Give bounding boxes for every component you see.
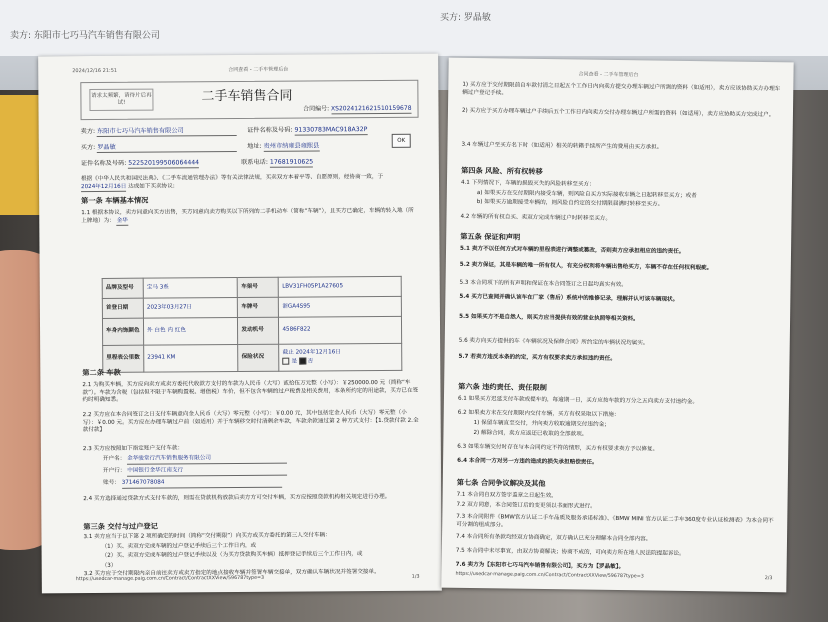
clause-5-1: 5.1 卖方不以任何方式对车辆的里程表进行调整或篡改，否则卖方应承担相应的违约责任。 bbox=[460, 245, 685, 255]
title-box bbox=[80, 80, 418, 120]
clause-6-2-2: 2) 解除合同，卖方应返还已收取的全部款项。 bbox=[473, 429, 588, 438]
footer-page: 2/3 bbox=[764, 575, 773, 581]
table-row: 车身内饰颜色 外 白色 内 红色 发动机号 4586F822 bbox=[102, 316, 401, 345]
section-1-text: 1.1 根据本协议，卖方同意向买方出售，买方同意向卖方购买以下所列的二手机动车（简称“车辆”），且买方已确定，车辆的转入地（所上牌地）为： 金华 bbox=[81, 208, 417, 226]
seller-row: 卖方: 东阳市七巧马汽车销售有限公司 证件名称及号码: 91330783MAC918A32P bbox=[81, 126, 368, 137]
clause-2-1: 2.1 为购买车辆，买方应向卖方或卖方委托代收款方支付的车款为人民币（大写）贰拾伍万元整（小写）：￥250000.00 元（简称“车款”）。车款为含税（包括但不限于车辆购置税、增值税）车价，但不包含车辆的过户税费及相关费用，本条所约定的用途款，买方已在签约时明确知悉。 bbox=[82, 379, 419, 404]
intro-paragraph: 根据《中华人民共和国民法典》、《二手车流通管理办法》等有关法律法规，买卖双方本着平等、自愿原则，经协商一致，于 2024年12月16日 达成如下买卖协议: bbox=[81, 174, 417, 192]
section-5-heading: 第五条 保证和声明 bbox=[460, 231, 521, 242]
ok-button[interactable]: OK bbox=[392, 134, 411, 148]
clause-7-4: 7.4 本合同所有条款均经双方协商确定，双方确认已充分理解本合同全部内容。 bbox=[455, 533, 652, 543]
clause-7-1: 7.1 本合同自双方签字盖章之日起生效。 bbox=[456, 491, 557, 500]
section-7-heading: 第七条 合同争议解决及其他 bbox=[456, 477, 546, 489]
table-row: 里程表公里数 23941 KM 保险状况 截止 2024年12月16日 是 否 bbox=[103, 343, 402, 372]
clause-2-2: 2.2 买方应在本合同签订之日支付车辆意向金人民币（大写）零元整（小写）：￥0.00 元，其中包括定金人民币（大写）零元整（小写）：￥0.00 元。买方应在办理车辆过户前（如适用）并于车辆移交时付清剩余车款，车款余款通过第 2 种方式支付：【1.贷款付款 2.全款付款】 bbox=[82, 409, 419, 434]
clause-5-7: 5.7 若卖方违反本条的约定，买方有权要求卖方承担违约责任。 bbox=[458, 353, 616, 362]
footer-url: https://usedcar-manage.paig.com.cn/Contract/ContractXXView/596787type=3 bbox=[455, 571, 644, 579]
clause-2-3: 2.3 买方应按照如下指定账户支付车款： bbox=[82, 445, 184, 453]
contract-title: 二手车销售合同 bbox=[201, 88, 293, 105]
print-timestamp: 2024/12/16 21:51 bbox=[72, 67, 118, 75]
screen-buyer-line: 买方: 罗晶敏 bbox=[440, 13, 491, 23]
buyer-id-row: 证件名称及号码: 522520199506064444 联系电话: 17681910625 bbox=[81, 158, 313, 169]
clause-3-1: 3.1 卖方应当于以下第 2 项所确定的时间（简称“交付期限”）向买方或买方委托的第三人交付车辆： bbox=[83, 532, 331, 541]
section-6-heading: 第六条 违约责任、责任限制 bbox=[458, 381, 547, 393]
section-3-heading: 第三条 交付与过户登记 bbox=[83, 521, 158, 532]
contract-page-1 bbox=[38, 54, 442, 594]
screen-seller-line: 卖方: 东阳市七巧马汽车销售有限公司 bbox=[10, 31, 160, 41]
buyer-phone: 17681910625 bbox=[270, 158, 313, 168]
section-2-heading: 第二条 车款 bbox=[82, 367, 121, 378]
buyer-row: 买方: 罗晶敏 地址: 贵州市纳雍县雍熙县 bbox=[81, 142, 320, 153]
contract-page-2 bbox=[441, 58, 793, 593]
buyer-address: 贵州市纳雍县雍熙县 bbox=[264, 142, 320, 152]
clause-4-1: 4.1 下列情况下，车辆的损毁灭失的风险转移至买方： bbox=[460, 179, 595, 188]
footer-page: 1/3 bbox=[411, 574, 420, 580]
section-1-heading: 第一条 车辆基本情况 bbox=[81, 195, 149, 206]
seller-id: 91330783MAC918A32P bbox=[294, 126, 367, 136]
bank-row: 开户行： 中国银行金华江南支行 bbox=[103, 466, 439, 477]
rate-limit-notice: 请求太频繁，请待片后再试! bbox=[89, 89, 153, 111]
clause-5-4: 5.4 买方已查阅并确认该车在厂家（售后）系统中的维修记录，理解并认可该车辆现状。 bbox=[459, 293, 679, 303]
insurance-yes-checkbox[interactable] bbox=[283, 357, 290, 364]
buyer-id: 522520199506064444 bbox=[128, 159, 199, 169]
table-row: 首登日期 2023年03月27日 车牌号 浙GA4S95 bbox=[102, 296, 401, 318]
sticky-note bbox=[0, 95, 40, 215]
account-name-row: 开户名： 金华骏堂行汽车销售服务有限公司 bbox=[103, 454, 439, 465]
account-number-row: 账号： 371467078084 bbox=[103, 478, 439, 489]
print-header-title: 合同查看 - 二手车管理后台 bbox=[578, 71, 639, 79]
footer-url: https://usedcar-manage.paig.com.cn/Contract/ContractXXView/596787type=3 bbox=[75, 575, 265, 582]
buyer-name: 罗晶敏 bbox=[97, 143, 237, 153]
section-4-heading: 第四条 风险、所有权转移 bbox=[461, 165, 543, 176]
clause-4-2: 4.2 车辆的所有权自买、卖双方完成车辆过户时转移至买方。 bbox=[460, 213, 612, 222]
clause-4-1-b: b) 如果买方逾期接受车辆的，则风险自约定的交付期限届满时转移至买方。 bbox=[476, 199, 664, 208]
clause-6-3: 6.3 如果车辆交付时存在与本合同约定不符的情形，买方有权要求卖方予以修复。 bbox=[457, 443, 659, 453]
clause-3-3-1: 1) 买方应于交付期限前自车款付清之日起五个工作日内向卖方提交办理车辆过户所需的资料（如适用），卖方应该协助买方办理车辆过户登记手续。 bbox=[462, 81, 781, 96]
table-row: 品牌及型号 宝马 3系 车架号 LBV31FH05P1A27605 bbox=[102, 276, 401, 298]
insurance-no-checkbox[interactable] bbox=[299, 357, 306, 364]
clause-4-1-a: a) 如果买方在交付期限内接受车辆，则风险自买方实际接收车辆之日起转移至买方；或者 bbox=[476, 190, 697, 200]
seller-name: 东阳市七巧马汽车销售有限公司 bbox=[97, 127, 237, 137]
clause-3-2: 3.2 买方应于交付期限内亲自前往卖方或卖方指定的地点接收车辆并签署车辆交接单，双方确认车辆状况并签署交接单。 bbox=[83, 569, 380, 578]
clause-5-2: 5.2 卖方保证，其是车辆的唯一所有权人，有充分权利将车辆出售给买方，车辆不存在任何权利瑕疵。 bbox=[459, 261, 713, 272]
clause-5-5: 5.5 如果买方不是自然人，则买方应当提供有效的营业执照等相关资料。 bbox=[459, 313, 639, 323]
vehicle-info-table bbox=[102, 276, 403, 373]
clause-6-1: 6.1 如果买方迟延支付车款或提车的，每逾期一日，买方应按车款的万分之五向卖方支付违约金。 bbox=[457, 395, 699, 406]
clause-2-4: 2.4 买方选择通过贷款方式支付车款的，则需在贷款机构放款后卖方方可交付车辆，买方应按照贷款机构相关规定进行办理。 bbox=[83, 493, 391, 503]
clause-6-2: 6.2 如果卖方未在交付期限内交付车辆，买方有权采取以下措施： bbox=[457, 409, 620, 419]
clause-3-1-a: （1）买、卖双方完成车辆的过户登记手续后三个工作日内，或 bbox=[101, 542, 257, 550]
clause-3-1-c: （3） bbox=[101, 562, 117, 569]
contract-number: 合同编号: XS20241216215101596​78 bbox=[303, 104, 412, 113]
print-header-title: 合同查看 - 二手车管理后台 bbox=[228, 66, 289, 74]
clause-5-6: 5.6 卖方向买方提供的车《车辆状况及保修合同》所约定的车辆状况均属实。 bbox=[458, 337, 649, 347]
clause-3-1-b: （2）买、卖双方完成车辆的过户登记手续以及（为买方贷款购买车辆）抵押登记手续后三个工作日内，或 bbox=[101, 551, 363, 559]
clause-3-3-2: 2) 买方应于买方办理车辆过户手续后五个工作日内向卖方交付办理车辆过户所需的资料（如适用），卖方应协助买方完成过户。 bbox=[461, 107, 775, 119]
monitor-screen bbox=[0, 0, 828, 56]
clause-7-5: 7.5 本合同中未尽事宜，由双方协商解决；协商不成的，可向卖方所在地人民法院提起诉讼。 bbox=[455, 547, 685, 557]
clause-6-2-1: 1) 保留车辆直至交付，并向卖方收取逾期交付违约金； bbox=[473, 420, 610, 428]
clause-7-2: 7.2 双方同意，本合同签订后的变更须以书面形式进行。 bbox=[456, 501, 596, 510]
clause-7-6: 7.6 卖方为【东阳市七巧马汽车销售有限公司】，买方为【罗晶敏】。 bbox=[455, 561, 625, 571]
clause-5-3: 5.3 本合同项下的所有声明和保证在本合同签订之日起均真实有效。 bbox=[459, 279, 627, 289]
clause-6-4: 6.4 本合同一方对另一方违约造成的损失承担赔偿责任。 bbox=[457, 457, 598, 466]
clause-7-3: 7.3 本合同附件《BMW官方认证二手车品质及服务承诺标准》、《BMW MINI 官方认证二手车360度专业认证检测表》为本合同不可分割的组成部分。 bbox=[456, 513, 774, 529]
clause-3-4: 3.4 车辆过户至买方名下时（如适用）相关的转籍手续所产生的费用由买方承担。 bbox=[461, 141, 663, 151]
